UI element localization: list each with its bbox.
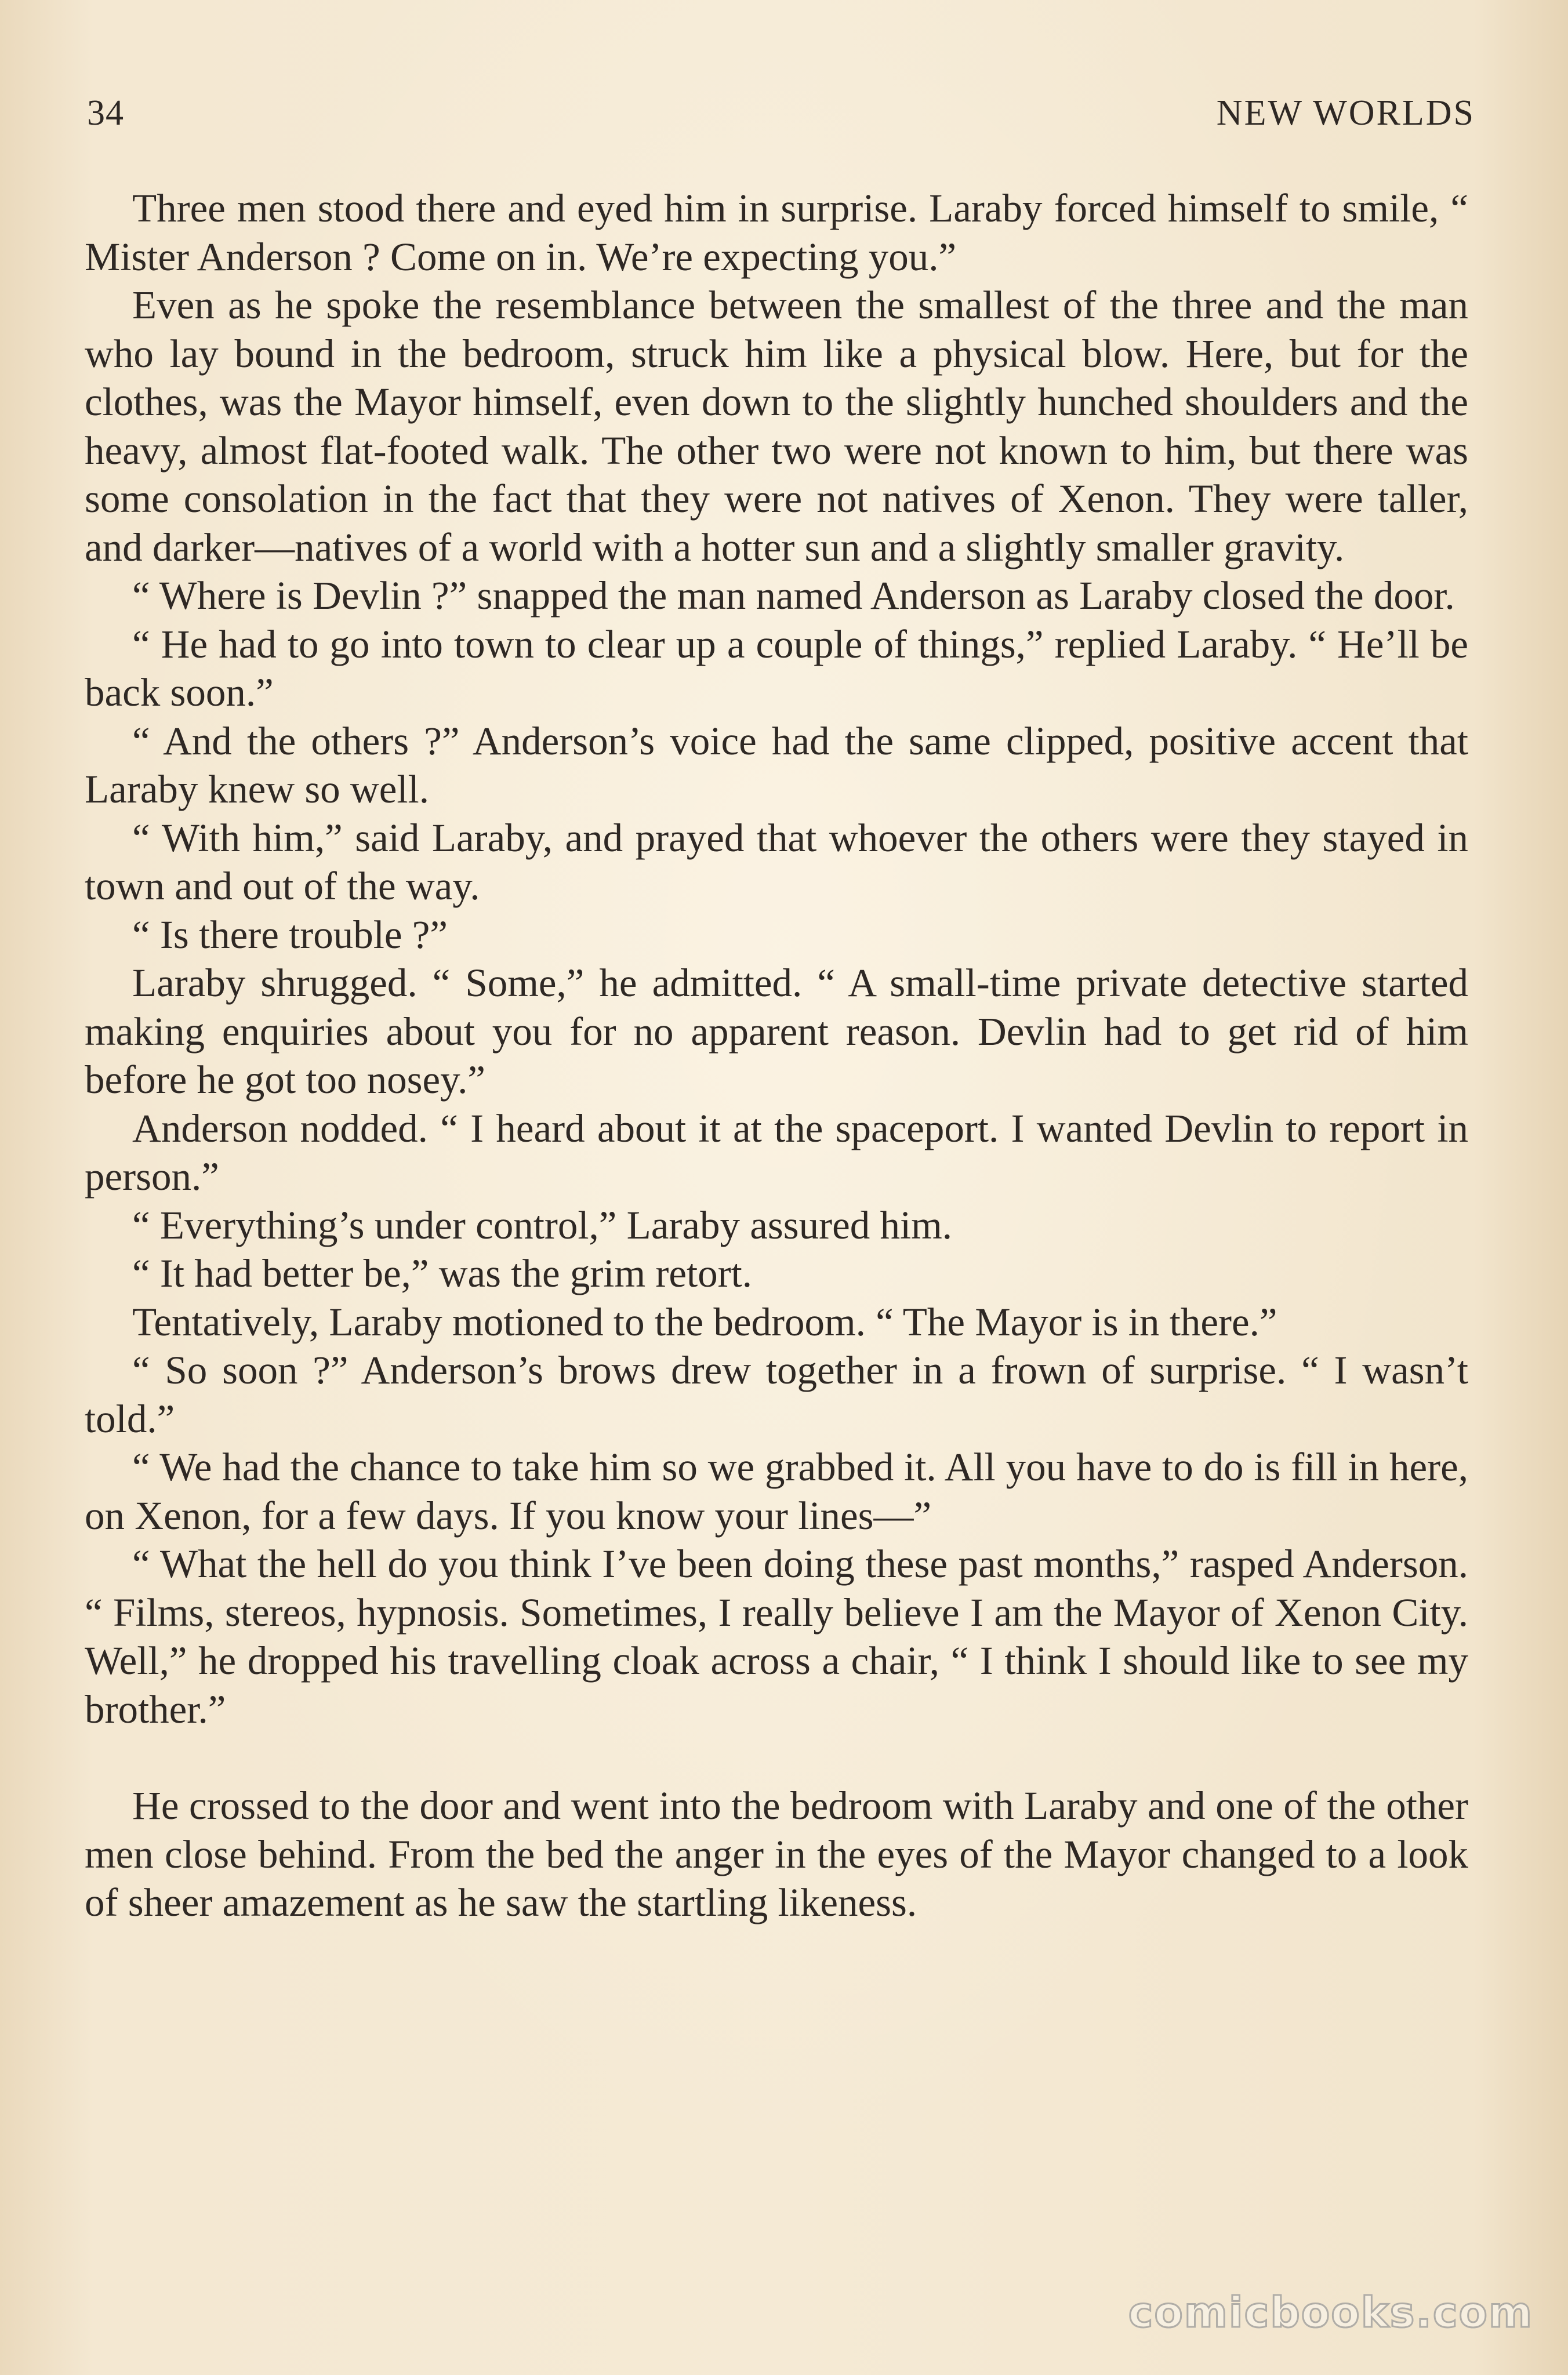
paragraph: “ Where is Devlin ?” snapped the man named Anderson as Laraby closed the door. xyxy=(132,573,1455,618)
paragraph: “ Is there trouble ?” xyxy=(132,912,448,957)
page-header xyxy=(87,93,1475,145)
paragraph: Laraby shrugged. “ Some,” he admitted. “ A small-time private detective started making enquiries about you for no apparent reason. Devlin had to get rid of him before he got too nosey.” xyxy=(85,961,1468,1102)
running-head: NEW WORLDS xyxy=(1216,93,1475,133)
paragraph: Tentatively, Laraby motioned to the bedroom. “ The Mayor is in there.” xyxy=(132,1299,1277,1344)
paragraph: “ It had better be,” was the grim retort. xyxy=(132,1251,753,1295)
paragraph: “ Everything’s under control,” Laraby assured him. xyxy=(132,1203,953,1247)
paragraph: Even as he spoke the resemblance between the smallest of the three and the man who lay bound in the bedroom, struck him like a physical blow. Here, but for the clothes, was the Mayor himself, even down to the slightly hunched shoulders and the heavy, almost flat-footed walk. The other two were not known to him, but there was some consolation in the fact that they were not natives of Xenon. They were taller, and darker—natives of a world with a hotter sun and a slightly smaller gravity. xyxy=(85,283,1468,569)
paragraph: “ He had to go into town to clear up a couple of things,” replied Laraby. “ He’ll be back soon.” xyxy=(85,622,1468,714)
paragraph: Three men stood there and eyed him in surprise. Laraby forced himself to smile, “ Mister Anderson ? Come on in. We’re expecting you.” xyxy=(85,186,1468,279)
paragraph-section-break: He crossed to the door and went into the bedroom with Laraby and one of the other men close behind. From the bed the anger in the eyes of the Mayor changed to a look of sheer amazement as he saw the startling likeness. xyxy=(85,1784,1468,1924)
paragraph: “ We had the chance to take him so we grabbed it. All you have to do is fill in here, on Xenon, for a few days. If you know your lines—” xyxy=(85,1445,1468,1538)
body-text xyxy=(85,184,1468,1927)
page-number: 34 xyxy=(87,93,124,133)
paragraph: “ What the hell do you think I’ve been doing these past months,” rasped Anderson. “ Films, stereos, hypnosis. Sometimes, I really believe I am the Mayor of Xenon City. Well,” he dropped his travelling cloak across a chair, “ I think I should like to see my brother.” xyxy=(85,1542,1468,1731)
paragraph: “ So soon ?” Anderson’s brows drew together in a frown of surprise. “ I wasn’t told.” xyxy=(85,1348,1468,1441)
watermark: comicbooks.com xyxy=(1128,2288,1533,2337)
paragraph: Anderson nodded. “ I heard about it at the spaceport. I wanted Devlin to report in person.” xyxy=(85,1106,1468,1199)
paragraph: “ And the others ?” Anderson’s voice had the same clipped, positive accent that Laraby knew so well. xyxy=(85,718,1468,811)
paragraph: “ With him,” said Laraby, and prayed that whoever the others were they stayed in town and out of the way. xyxy=(85,815,1468,908)
